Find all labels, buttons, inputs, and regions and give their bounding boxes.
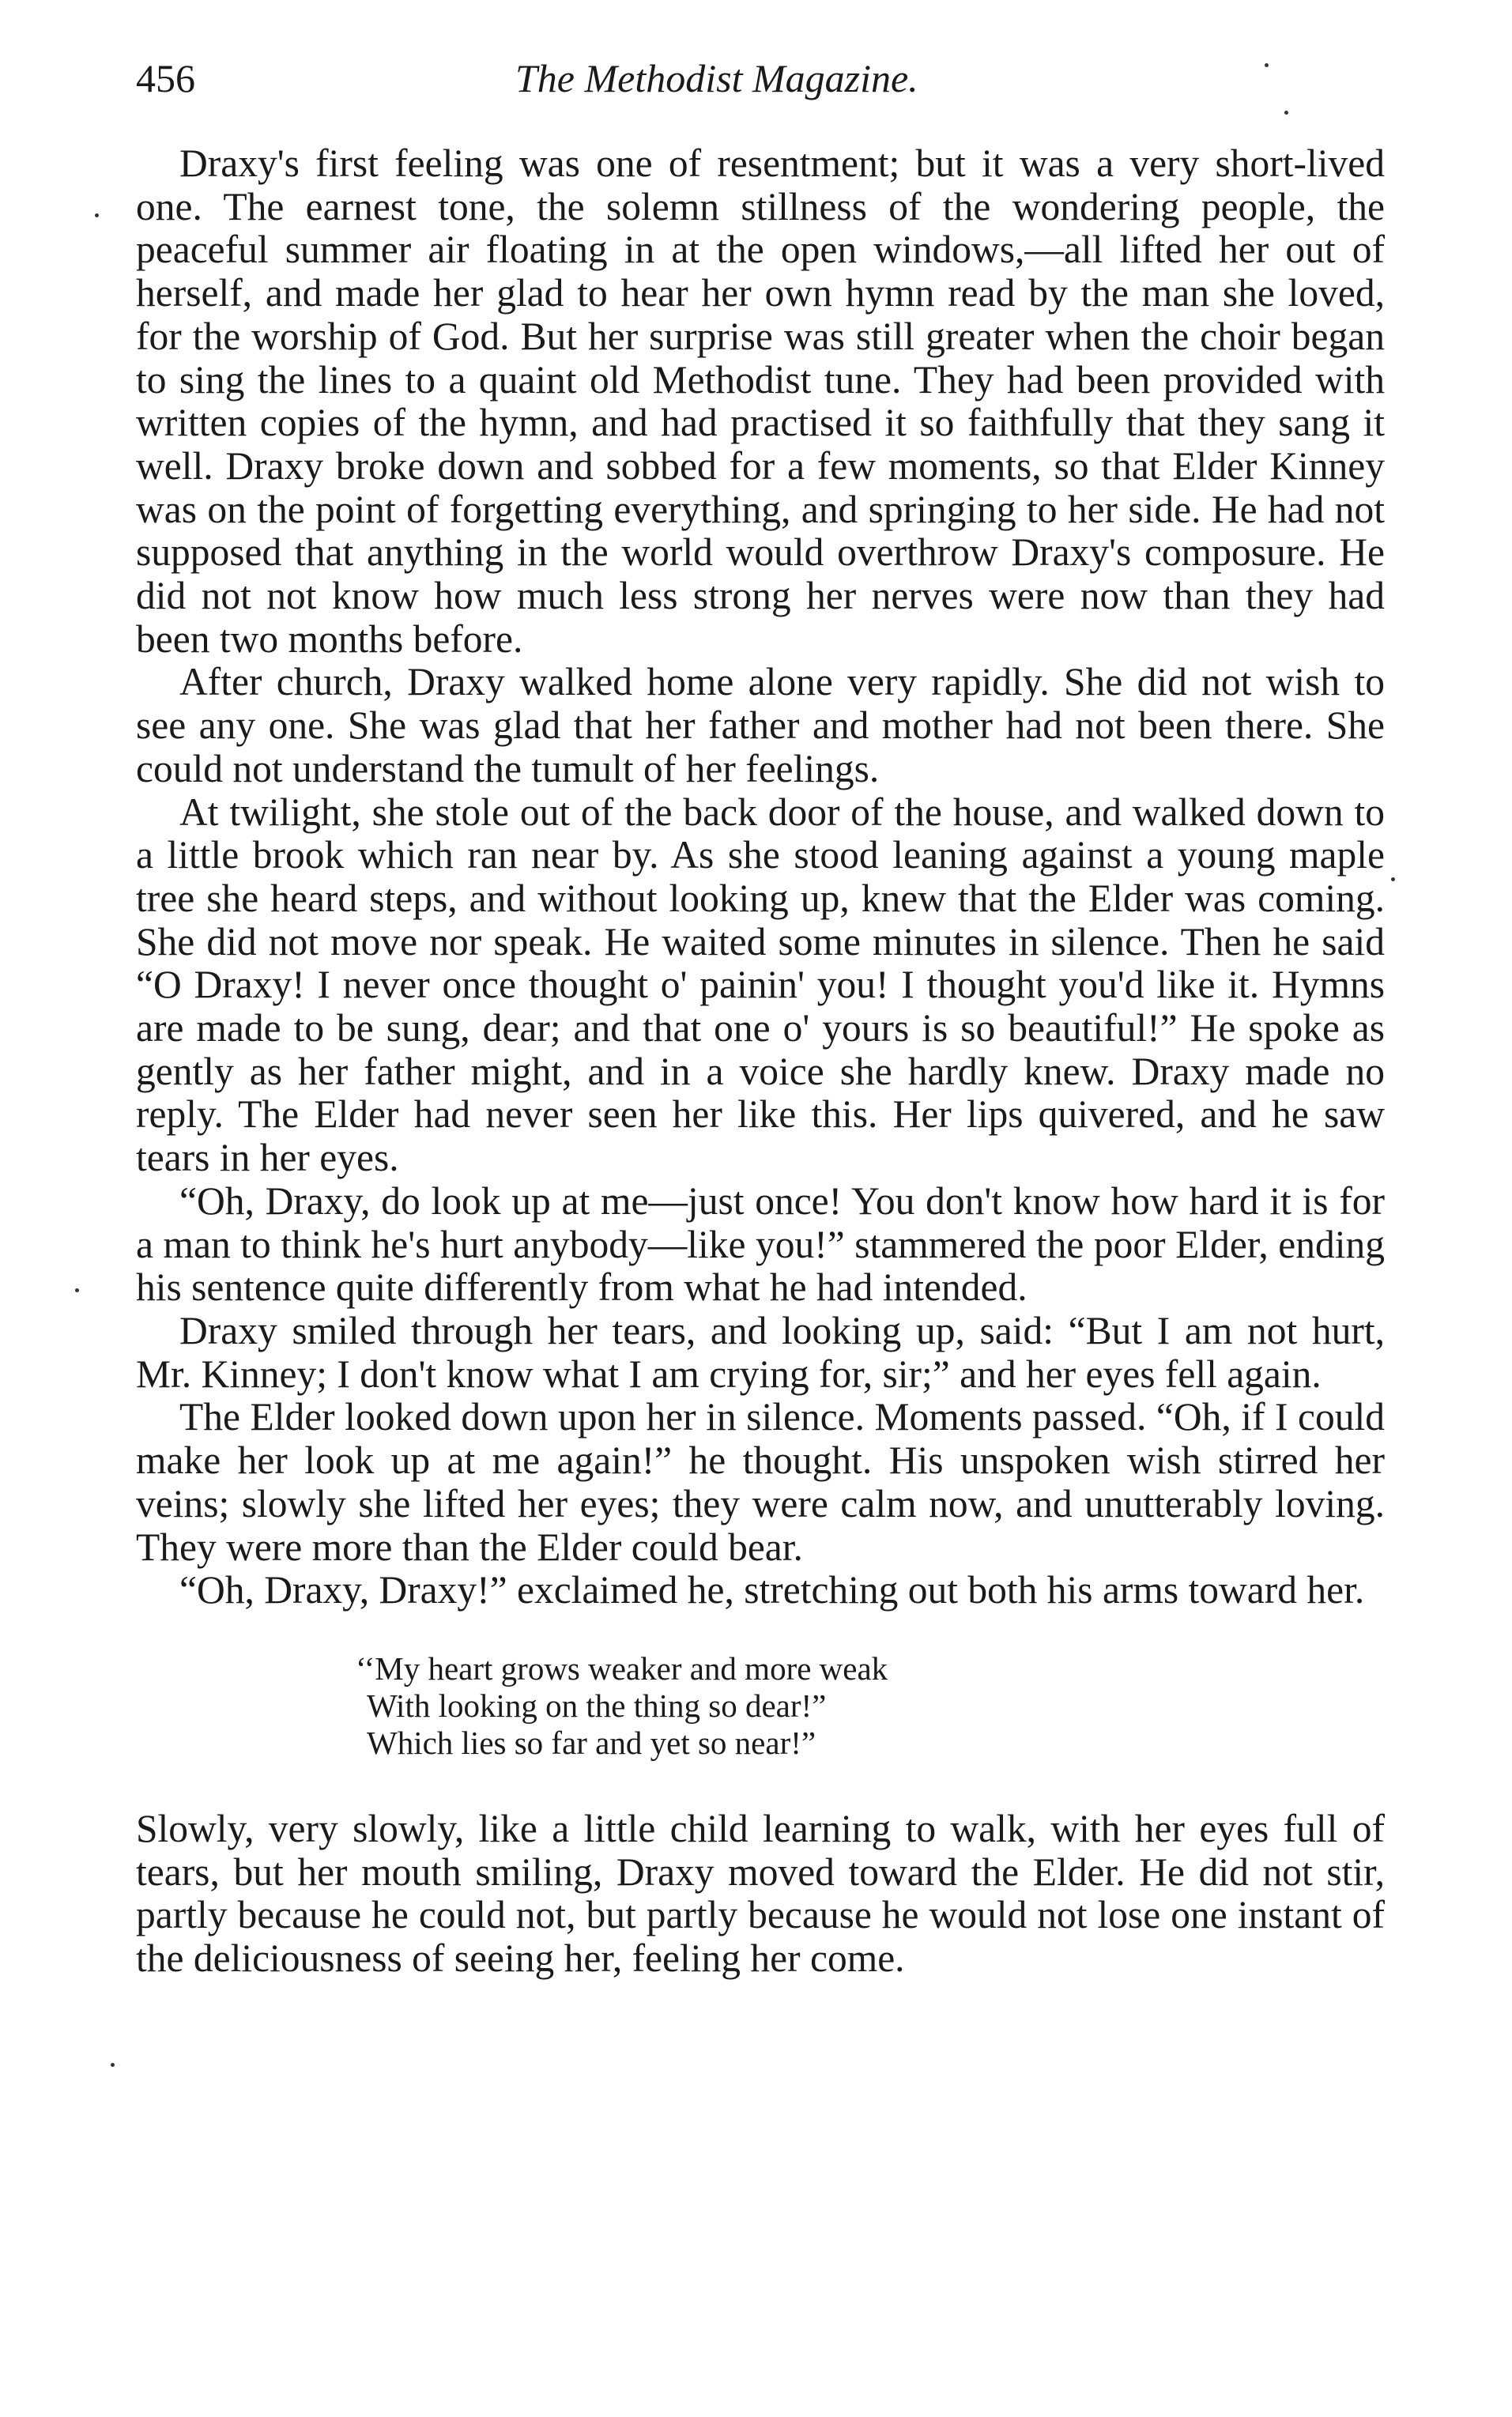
paragraph-3: At twilight, she stole out of the back door of the house, and walked down to a little brook which ran near by. As she stood leaning against a young maple tree she heard steps, and without looking up, knew that the Elder was coming. She did not move nor speak. He waited some minutes in silence. Then he said “O Draxy! I never once thought o' painin' you! I thought you'd like it. Hymns are made to be sung, dear; and that one o' yours is so beautiful!” He spoke as gently as her father might, and in a voice she hardly knew. Draxy made no reply. The Elder had never seen her like this. Her lips quivered, and he saw tears in her eyes. <box>136 790 1385 1180</box>
paragraph-1: Draxy's first feeling was one of resentment; but it was a very short-lived one. The earnest tone, the solemn stillness of the wondering people, the peaceful summer air floating in at the open windows,—all lifted her out of herself, and made her glad to hear her own hymn read by the man she loved, for the worship of God. But her surprise was still greater when the choir began to sing the lines to a quaint old Methodist tune. They had been provided with written copies of the hymn, and had practised it so faithfully that they sang it well. Draxy broke down and sobbed for a few moments, so that Elder Kinney was on the point of forgetting everything, and springing to her side. He had not supposed that anything in the world would overthrow Draxy's composure. He did not not know how much less strong her nerves were now than they had been two months before. <box>136 141 1385 661</box>
running-head <box>136 47 1385 111</box>
scan-speck <box>75 1288 79 1292</box>
scan-speck <box>95 213 99 217</box>
magazine-title: The Methodist Magazine. <box>515 56 918 100</box>
page-number: 456 <box>136 56 195 100</box>
paragraph-4: “Oh, Draxy, do look up at me—just once! You don't know how hard it is for a man to think he's hurt anybody—like you!” stammered the poor Elder, ending his sentence quite differently from what he had intended. <box>136 1178 1385 1310</box>
paragraph-5: Draxy smiled through her tears, and looking up, said: “But I am not hurt, Mr. Kinney; I don't know what I am crying for, sir;” and her eyes fell again. <box>136 1308 1385 1396</box>
article-body <box>136 142 1385 1981</box>
scan-speck <box>1391 877 1395 881</box>
page <box>136 47 1385 1981</box>
scan-speck <box>1265 63 1269 67</box>
paragraph-6: The Elder looked down upon her in silence. Moments passed. “Oh, if I could make her look up at me again!” he thought. His unspoken wish stirred her veins; slowly she lifted her eyes; they were calm now, and unutterably loving. They were more than the Elder could bear. <box>136 1395 1385 1569</box>
scan-speck <box>111 2063 115 2067</box>
paragraph-7: “Oh, Draxy, Draxy!” exclaimed he, stretching out both his arms toward her. <box>179 1568 1365 1612</box>
verse-quote <box>356 1650 1385 1762</box>
scan-speck <box>1284 111 1288 115</box>
verse-line-2: With looking on the thing so dear!” <box>367 1687 827 1724</box>
verse-line-1: ‘‘My heart grows weaker and more weak <box>356 1650 888 1687</box>
verse-line-3: Which lies so far and yet so near!” <box>367 1724 816 1761</box>
paragraph-final: Slowly, very slowly, like a little child learning to walk, with her eyes full of tears, but her mouth smiling, Draxy moved toward the Elder. He did not stir, partly because he could not, but partly because he would not lose one instant of the deliciousness of seeing her, feeling her come. <box>136 1806 1385 1981</box>
paragraph-2: After church, Draxy walked home alone very rapidly. She did not wish to see any one. She was glad that her father and mother had not been there. She could not understand the tumult of her feelings. <box>136 660 1385 790</box>
